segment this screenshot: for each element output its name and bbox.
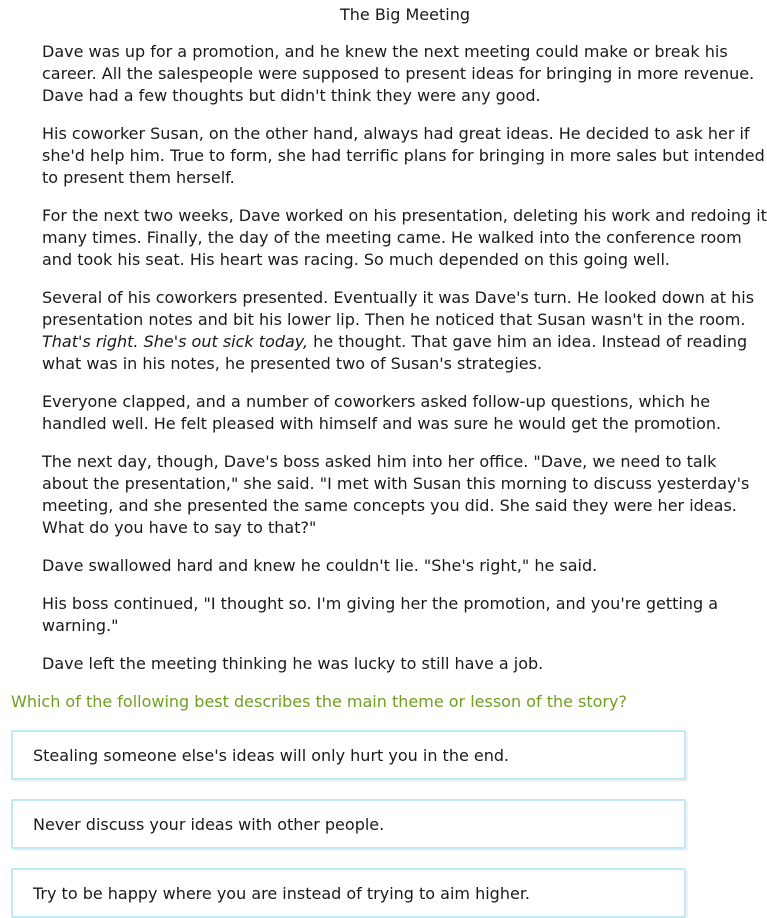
answer-choice-2[interactable] [11,799,686,849]
story-title: The Big Meeting [339,5,470,24]
story-paragraph: His boss continued, "I thought so. I'm giving her the promotion, and you're getting a warning." [42,594,719,635]
answer-choice-label: Never discuss your ideas with other people. [33,815,385,834]
story-paragraph [42,287,767,375]
story-text-segment: he thought. That gave him an idea. Instead of reading what was in his notes, he presented two of Susan's strategies. [42,332,748,373]
answer-choice-3[interactable] [11,868,686,918]
answer-choice-label: Stealing someone else's ideas will only hurt you in the end. [33,746,510,765]
story-paragraph: Dave left the meeting thinking he was lucky to still have a job. [42,654,544,673]
story-paragraph: His coworker Susan, on the other hand, always had great ideas. He decided to ask her if she'd help him. True to form, she had terrific plans for bringing in more sales but intended to present them herself. [42,124,765,187]
answer-choice-label: Try to be happy where you are instead of trying to aim higher. [33,884,531,903]
story-paragraph: Dave was up for a promotion, and he knew the next meeting could make or break his career. All the salespeople were supposed to present ideas for bringing in more revenue. Dave had a few thoughts but didn't think they were any good. [42,42,755,105]
story-text [42,41,767,691]
answer-choice-1[interactable] [11,730,686,780]
story-paragraph: For the next two weeks, Dave worked on his presentation, deleting his work and redoing it many times. Finally, the day of the meeting came. He walked into the conference room and took his seat. His heart was racing. So much depended on this going well. [42,206,767,269]
story-text-segment: Several of his coworkers presented. Eventually it was Dave's turn. He looked down at his presentation notes and bit his lower lip. Then he noticed that Susan wasn't in the room. [42,288,755,329]
story-italic-thought: That's right. She's out sick today, [42,332,309,351]
story-paragraph: The next day, though, Dave's boss asked him into her office. "Dave, we need to talk about the presentation," she said. "I met with Susan this morning to discuss yesterday's meeting, and she presented the same concepts you did. She said they were her ideas. What do you have to say to that?" [42,452,750,537]
question-prompt: Which of the following best describes the main theme or lesson of the story? [11,692,627,711]
story-paragraph: Everyone clapped, and a number of coworkers asked follow-up questions, which he handled well. He felt pleased with himself and was sure he would get the promotion. [42,392,722,433]
story-paragraph: Dave swallowed hard and knew he couldn't lie. "She's right," he said. [42,556,598,575]
